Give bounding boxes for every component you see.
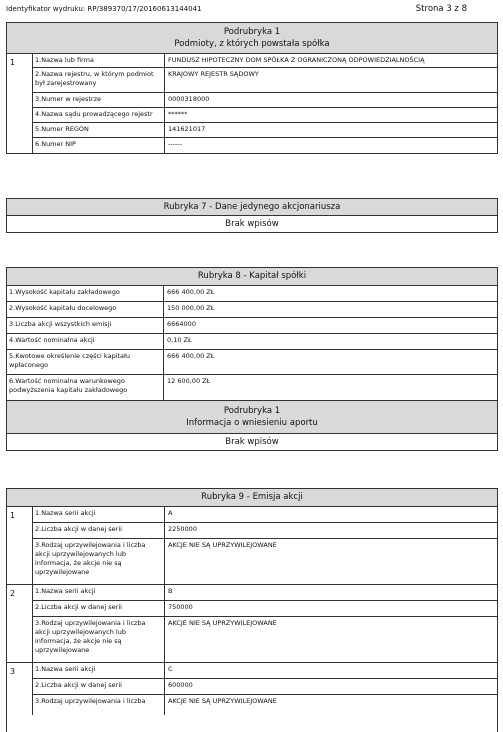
table-row xyxy=(33,68,497,93)
row-value: B xyxy=(168,587,173,595)
table-row xyxy=(33,507,497,523)
row-label: 6.Wartość nominalna warunkowego podwyższenia kapitału zakładowego xyxy=(7,375,164,400)
row-label: 6.Numer NIP xyxy=(33,138,165,153)
table-row xyxy=(33,617,497,662)
entry-number: 3 xyxy=(7,663,33,715)
empty-entries-label: Brak wpisów xyxy=(225,437,279,447)
page-number: Strona 3 z 8 xyxy=(415,4,467,14)
row-label: 2.Nazwa rejestru, w którym podmiot był zarejestrowany xyxy=(33,68,165,92)
empty-entries-label: Brak wpisów xyxy=(225,219,279,229)
table-row xyxy=(33,695,497,715)
row-label: 3.Numer w rejestrze xyxy=(33,93,165,107)
page-header xyxy=(6,4,497,16)
row-value: 6664000 xyxy=(167,320,196,328)
row-label: 1.Nazwa serii akcji xyxy=(33,585,165,600)
table-row xyxy=(33,54,497,68)
section-rubryka-8 xyxy=(6,267,498,451)
table-row xyxy=(33,93,497,108)
entry-number: 1 xyxy=(7,54,33,153)
row-value: 141621017 xyxy=(168,125,206,133)
row-label: 4.Wartość nominalna akcji xyxy=(7,334,164,349)
entry-group xyxy=(7,507,497,585)
row-value: 0000318000 xyxy=(168,95,210,103)
row-value: 666 400,00 ZŁ xyxy=(167,288,215,296)
row-label: 1.Nazwa lub firma xyxy=(33,54,165,67)
table-row xyxy=(33,523,497,539)
table-row xyxy=(7,302,497,318)
row-value: 666 400,00 ZŁ xyxy=(167,352,215,360)
table-row xyxy=(33,601,497,617)
table-row xyxy=(33,585,497,601)
table-row xyxy=(33,539,497,584)
row-label: 3.Rodzaj uprzywilejowania i liczba xyxy=(33,695,165,715)
row-value: C xyxy=(168,665,173,673)
section-title: Rubryka 7 - Dane jedynego akcjonariusza xyxy=(7,199,497,216)
table-row xyxy=(7,350,497,375)
entry-number: 2 xyxy=(7,585,33,662)
table-row xyxy=(33,123,497,138)
entry-group xyxy=(7,585,497,663)
table-row xyxy=(7,375,497,401)
entry-group xyxy=(7,663,497,715)
section-rubryka-9 xyxy=(6,488,498,732)
table-row xyxy=(7,334,497,350)
section-subtitle: Podmioty, z których powstała spółka xyxy=(174,39,330,49)
row-label: 3.Liczba akcji wszystkich emisji xyxy=(7,318,164,333)
row-value: 2250000 xyxy=(168,525,197,533)
row-label: 3.Rodzaj uprzywilejowania i liczba akcji uprzywilejowanych lub informacja, że akcje nie są uprzywilejowane xyxy=(33,539,165,584)
row-value: AKCJE NIE SĄ UPRZYWILEJOWANE xyxy=(168,619,277,627)
row-label: 5.Numer REGON xyxy=(33,123,165,137)
row-value: 12 600,00 ZŁ xyxy=(167,377,211,385)
row-label: 2.Liczba akcji w danej serii xyxy=(33,523,165,538)
table-row xyxy=(33,663,497,679)
row-value: 600000 xyxy=(168,681,193,689)
row-value: A xyxy=(168,509,173,517)
row-value: 150 000,00 ZŁ xyxy=(167,304,215,312)
row-value: FUNDUSZ HIPOTECZNY DOM SPÓŁKA Z OGRANICZONĄ ODPOWIEDZIALNOŚCIĄ xyxy=(168,56,425,64)
subsection-band xyxy=(7,401,497,434)
row-value: AKCJE NIE SĄ UPRZYWILEJOWANE xyxy=(168,541,277,549)
subsection-subtitle: Informacja o wniesieniu aportu xyxy=(186,418,318,428)
entry-group xyxy=(7,54,497,153)
row-label: 1.Nazwa serii akcji xyxy=(33,663,165,678)
row-label: 1.Wysokość kapitału zakładowego xyxy=(7,286,164,301)
section-band xyxy=(7,23,497,54)
section-podrubryka-1 xyxy=(6,22,498,154)
subsection-title: Podrubryka 1 xyxy=(223,406,281,416)
row-value: 0,10 ZŁ xyxy=(167,336,192,344)
row-value: 750000 xyxy=(168,603,193,611)
entry-number: 1 xyxy=(7,507,33,584)
table-row xyxy=(33,138,497,153)
row-label: 4.Nazwa sądu prowadzącego rejestr xyxy=(33,108,165,122)
section-title: Podrubryka 1 xyxy=(223,27,281,37)
row-value: KRAJOWY REJESTR SĄDOWY xyxy=(168,70,259,78)
row-value: ****** xyxy=(168,110,188,118)
row-label: 2.Wysokość kapitału docelowego xyxy=(7,302,164,317)
section-title: Rubryka 8 - Kapitał spółki xyxy=(7,268,497,286)
section-title: Rubryka 9 - Emisja akcji xyxy=(7,489,497,507)
print-identifier: Identyfikator wydruku: RP/389370/17/20160613144041 xyxy=(6,5,202,13)
row-label: 2.Liczba akcji w danej serii xyxy=(33,601,165,616)
row-label: 1.Nazwa serii akcji xyxy=(33,507,165,522)
table-row xyxy=(7,286,497,302)
row-label: 3.Rodzaj uprzywilejowania i liczba akcji uprzywilejowanych lub informacja, że akcje nie są uprzywilejowane xyxy=(33,617,165,662)
table-row xyxy=(33,679,497,695)
row-value: ------ xyxy=(168,140,183,148)
row-label: 5.Kwotowe określenie części kapitału wpłaconego xyxy=(7,350,164,374)
row-value: AKCJE NIE SĄ UPRZYWILEJOWANE xyxy=(168,697,277,705)
section-rubryka-7 xyxy=(6,198,498,233)
table-row xyxy=(7,318,497,334)
row-label: 2.Liczba akcji w danej serii xyxy=(33,679,165,694)
table-row xyxy=(33,108,497,123)
